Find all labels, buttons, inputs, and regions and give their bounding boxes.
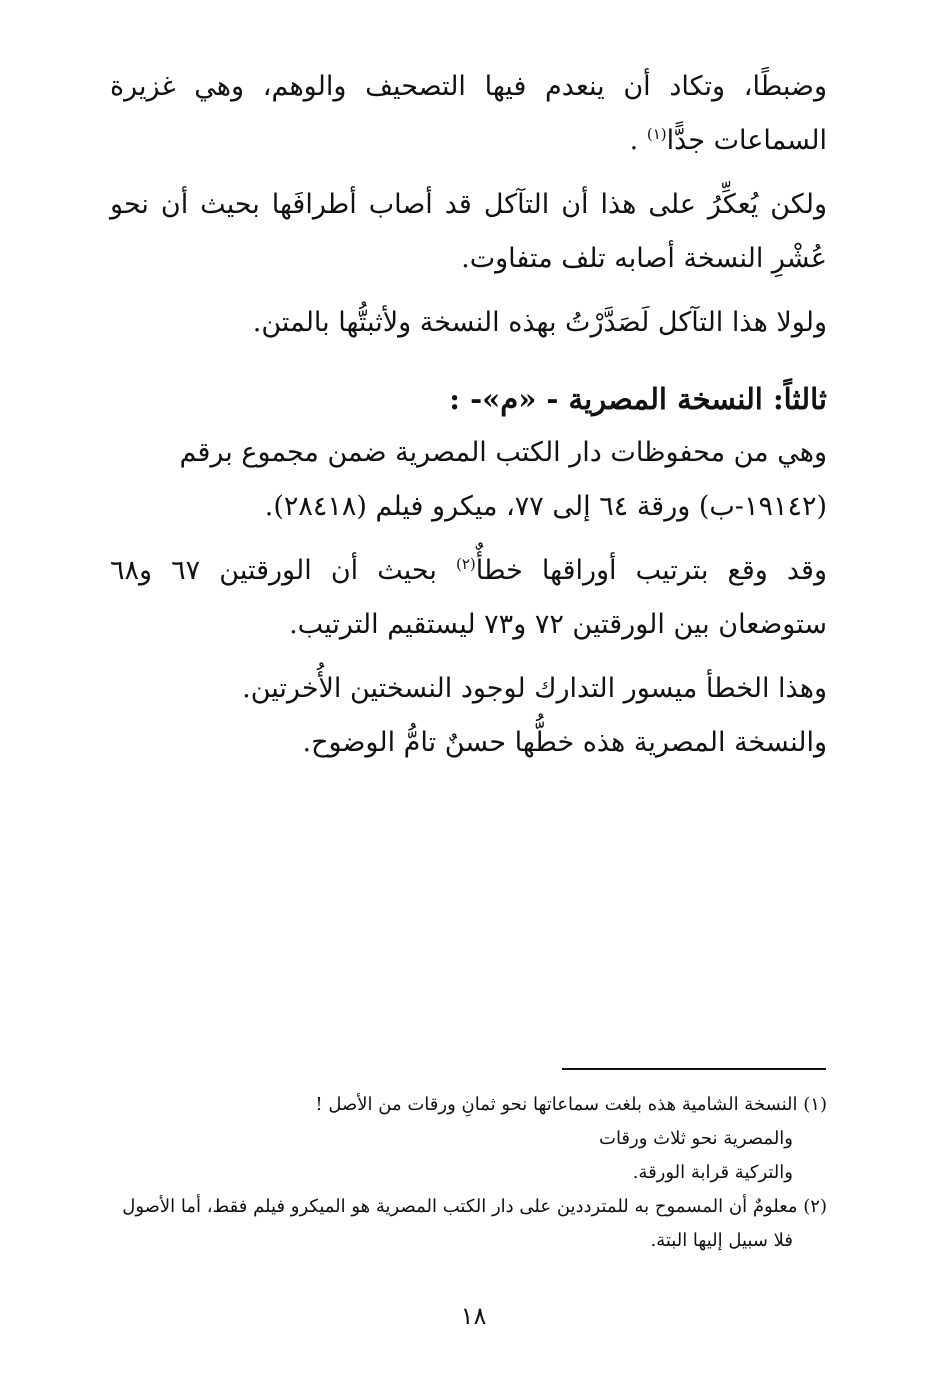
- paragraph-1-end: .: [629, 125, 639, 156]
- footnote-1-line-3: والتركية قرابة الورقة.: [632, 1162, 793, 1183]
- paragraph-1-text: وضبطًا، وتكاد أن ينعدم فيها التصحيف والوهم، وهي غزيرة السماعات جدًّا: [110, 71, 827, 156]
- main-text: [110, 60, 827, 780]
- paragraph-6-text-a: وقد وقع بترتيب أوراقها خطأٌ: [475, 555, 827, 586]
- section-heading: ثالثاً: النسخة المصرية - «م»- :: [449, 382, 827, 416]
- footnote-2-line-2: فلا سبيل إليها البتة.: [650, 1230, 793, 1251]
- paragraph-3: ولولا هذا التآكل لَصَدَّرْتُ بهذه النسخة ولأثبتُّها بالمتن.: [252, 307, 827, 338]
- footnotes: [110, 1088, 827, 1258]
- paragraph-6: [110, 544, 827, 652]
- paragraph-5: (١٩١٤٢-ب) ورقة ٦٤ إلى ٧٧، ميكرو فيلم (٢٨٤١٨).: [264, 491, 827, 522]
- page-number: ١٨: [460, 1302, 487, 1330]
- footnote-2: (٢) معلومٌ أن المسموح به للمترددين على دار الكتب المصرية هو الميكرو فيلم فقط، أما الأصول: [122, 1196, 827, 1217]
- paragraph-6-text-b: بحيث أن الورقتين ٦٧ و٦٨ ستوضعان بين الورقتين ٧٢ و٧٣ ليستقيم الترتيب.: [110, 555, 827, 640]
- footnote-1-line-2: والمصرية نحو ثلاث ورقات: [599, 1128, 793, 1149]
- footnote-1: (١) النسخة الشامية هذه بلغت سماعاتها نحو ثمانِ ورقات من الأصل !: [315, 1094, 827, 1115]
- footnote-ref-1[interactable]: (١): [646, 125, 667, 143]
- paragraph-4: وهي من محفوظات دار الكتب المصرية ضمن مجموع برقم: [179, 437, 827, 468]
- paragraph-7: وهذا الخطأ ميسور التدارك لوجود النسختين الأُخرتين.: [242, 673, 827, 704]
- footnote-divider: [562, 1068, 826, 1070]
- paragraph-2: ولكن يُعكِّرُ على هذا أن التآكل قد أصاب أطرافَها بحيث أن نحو عُشْرِ النسخة أصابه تلف متفاوت.: [110, 189, 827, 274]
- paragraph-1: [110, 60, 827, 168]
- paragraph-8: والنسخة المصرية هذه خطُّها حسنٌ تامُّ الوضوح.: [302, 727, 827, 758]
- footnote-ref-2[interactable]: (٢): [455, 555, 476, 573]
